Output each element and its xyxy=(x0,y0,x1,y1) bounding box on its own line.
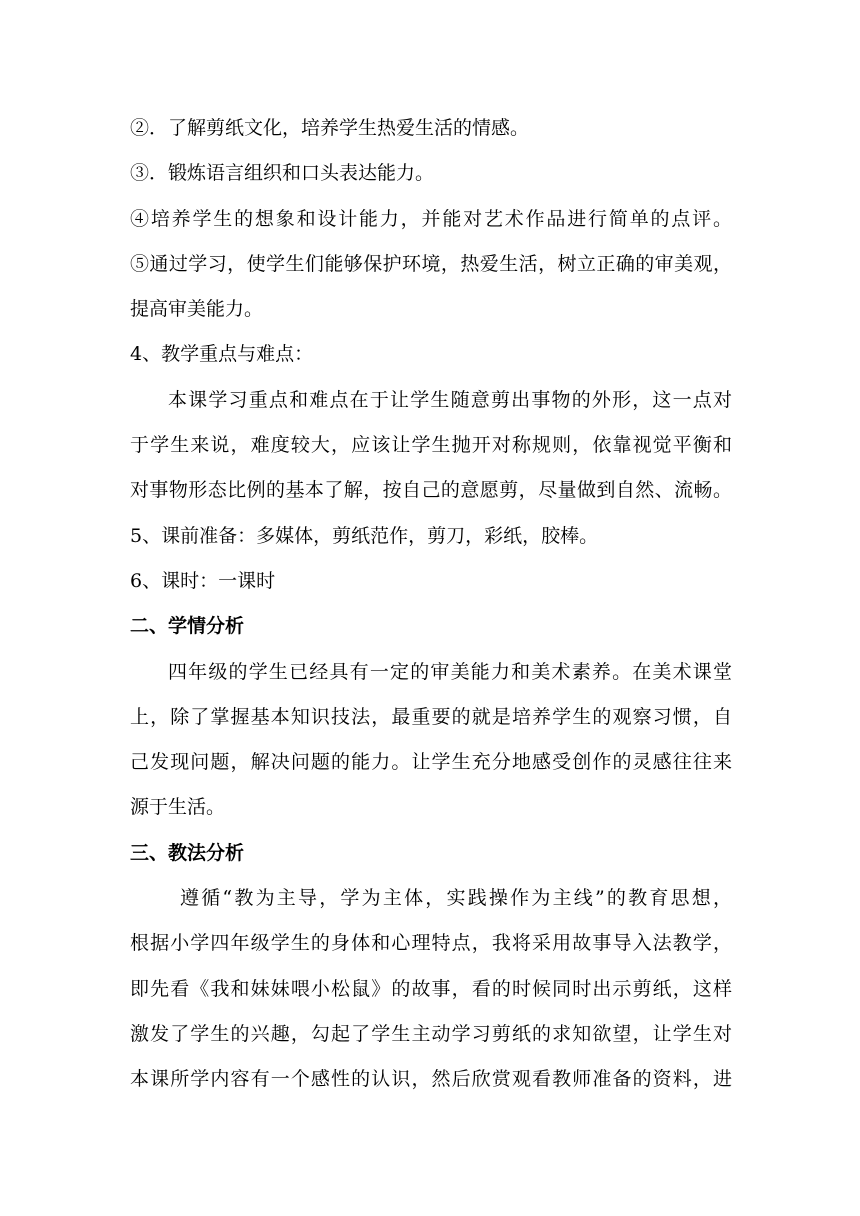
part-3-paragraph-line-1: 遵循“教为主导，学为主体，实践操作为主线”的教育思想， xyxy=(180,887,732,910)
part-2-paragraph-line-1: 四年级的学生已经具有一定的审美能力和美术素养。在美术课堂 xyxy=(168,660,732,683)
part-2-paragraph-line-3: 己发现问题，解决问题的能力。让学生充分地感受创作的灵感往往来 xyxy=(130,751,732,774)
part-3-paragraph-line-5: 本课所学内容有一个感性的认识，然后欣赏观看教师准备的资料，进 xyxy=(130,1068,732,1091)
part-3-heading: 三、教法分析 xyxy=(130,841,245,864)
objective-item-5-line-1: ⑤通过学习，使学生们能够保护环境，热爱生活，树立正确的审美观， xyxy=(130,252,732,275)
part-2-paragraph-line-4: 源于生活。 xyxy=(130,796,226,819)
objective-item-4: ④培养学生的想象和设计能力，并能对艺术作品进行简单的点评。 xyxy=(130,207,732,230)
section-4-paragraph-line-3: 对事物形态比例的基本了解，按自己的意愿剪，尽量做到自然、流畅。 xyxy=(130,479,732,502)
part-3-paragraph-line-4: 激发了学生的兴趣，勾起了学生主动学习剪纸的求知欲望，让学生对 xyxy=(130,1022,732,1045)
section-4-paragraph-line-1: 本课学习重点和难点在于让学生随意剪出事物的外形，这一点对 xyxy=(168,388,732,411)
part-3-paragraph-line-2: 根据小学四年级学生的身体和心理特点，我将采用故事导入法教学， xyxy=(130,932,732,955)
objective-item-2: ②．了解剪纸文化，培养学生热爱生活的情感。 xyxy=(130,117,530,139)
part-2-paragraph-line-2: 上，除了掌握基本知识技法，最重要的就是培养学生的观察习惯，自 xyxy=(130,705,732,728)
objective-item-3: ③．锻炼语言组织和口头表达能力。 xyxy=(130,162,435,185)
section-6-text: 6、课时：一课时 xyxy=(130,569,276,592)
section-4-title: 4、教学重点与难点： xyxy=(130,343,314,366)
section-5-text: 5、课前准备：多媒体，剪纸范作，剪刀，彩纸，胶棒。 xyxy=(130,524,599,547)
document-body xyxy=(130,106,732,1103)
part-2-heading: 二、学情分析 xyxy=(130,615,245,638)
section-4-paragraph-line-2: 于学生来说，难度较大，应该让学生抛开对称规则，依靠视觉平衡和 xyxy=(130,434,732,457)
part-3-paragraph-line-3: 即先看《我和妹妹喂小松鼠》的故事，看的时候同时出示剪纸，这样 xyxy=(130,977,732,1000)
objective-item-5-line-2: 提高审美能力。 xyxy=(130,298,264,321)
